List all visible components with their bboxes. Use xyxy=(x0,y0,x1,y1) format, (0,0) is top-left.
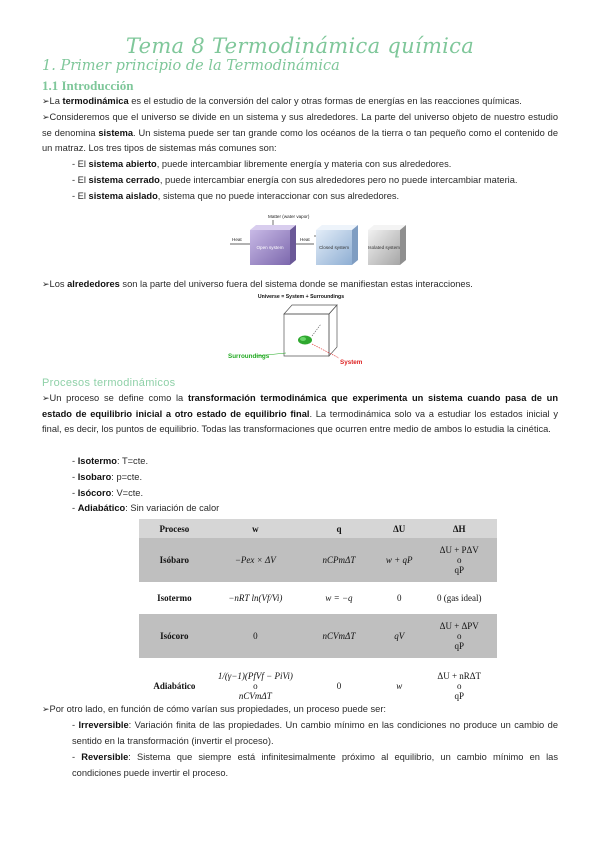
heat-label-mid: Heat xyxy=(300,237,310,242)
closed-box-top xyxy=(316,225,358,230)
table-row xyxy=(139,582,497,614)
universe-figure xyxy=(226,292,376,372)
isolated-system-label: Isolated system xyxy=(368,245,400,250)
processes-heading: Procesos termodinámicos xyxy=(42,377,176,389)
matter-label: Matter (water vapor) xyxy=(268,214,310,219)
heat-cell: 0 xyxy=(301,658,377,714)
process-table xyxy=(139,519,497,714)
cube-front xyxy=(284,314,329,356)
energy-cell: w + qP xyxy=(377,538,422,582)
intro-paragraph-2: ➢Consideremos que el universo se divide en un sistema y sus alrededores. La parte del universo objeto de nuestro estudio se denomina sistema. Un sistema puede ser tan grande como los océanos de la tierra o tan pequeño como el contenido de un matraz. Los tres tipos de sistemas más comunes son: xyxy=(42,112,558,154)
system-type-open: - El sistema abierto, puede intercambiar libremente energía y materia con sus alrededores. xyxy=(72,159,452,169)
system-type-isolated: - El sistema aislado, sistema que no puede interaccionar con sus alrededores. xyxy=(72,191,400,201)
arrow-bullet-icon: ➢ xyxy=(42,96,50,106)
open-system-label: Open system xyxy=(256,245,284,250)
work-cell: −Pex × ΔV xyxy=(210,538,301,582)
section-heading: 1. Primer principio de la Termodinámica xyxy=(42,58,340,74)
system-blob-highlight xyxy=(300,337,306,341)
table-header-cell: ΔU xyxy=(377,519,422,538)
heat-cell: w = −q xyxy=(301,582,377,614)
energy-cell: 0 xyxy=(377,582,422,614)
arrow-bullet-icon: ➢ xyxy=(42,704,50,714)
cube-top xyxy=(284,305,337,314)
enthalpy-cell: ΔU + nRΔT o qP xyxy=(421,658,497,714)
process-name-cell: Isotermo xyxy=(139,582,210,614)
work-cell: −nRT ln(Vf/Vi) xyxy=(210,582,301,614)
enthalpy-cell: 0 (gas ideal) xyxy=(421,582,497,614)
heat-label-in: Heat xyxy=(232,237,242,242)
table-header-cell: w xyxy=(210,519,301,538)
table-header-cell: ΔH xyxy=(421,519,497,538)
process-type-isotermo: - Isotermo: T=cte. xyxy=(72,456,149,466)
isolated-box-top xyxy=(368,225,406,230)
work-cell: 1/(γ−1)(PfVf − PiVi) o nCVmΔT xyxy=(210,658,301,714)
system-label: System xyxy=(340,359,363,366)
irreversible-item: - Irreversible: Variación finita de las propiedades. Un cambio mínimo en las condiciones no produce un cambio de sentido en la transformación (invertir el proceso). xyxy=(72,720,558,746)
closed-system-label: Closed system xyxy=(318,245,350,250)
table-header-cell: q xyxy=(301,519,377,538)
process-definition: ➢Un proceso se define como la transformación termodinámica que experimenta un sistema cuando pasa de un estado de equilibrio inicial a otro estado de equilibrio final. La termodinámica solo va a estudiar los estados inicial y final, es decir, los puntos de equilibrio. Todas las transformaciones que ocurren entre medio de ambos lo estudia la cinética. xyxy=(42,393,559,435)
energy-cell: qV xyxy=(377,614,422,658)
systems-figure xyxy=(228,212,408,276)
process-type-isobaro: - Isobaro: p=cte. xyxy=(72,472,143,482)
table-header-cell: Proceso xyxy=(139,519,210,538)
closed-box-side xyxy=(352,225,358,265)
process-name-cell: Isóbaro xyxy=(139,538,210,582)
universe-caption: Universe = System + Surroundings xyxy=(257,294,345,300)
heat-cell: nCPmΔT xyxy=(301,538,377,582)
system-dashed-line xyxy=(312,324,321,336)
process-name-cell: Adiabático xyxy=(139,658,210,714)
subsection-heading: 1.1 Introducción xyxy=(42,78,134,93)
process-type-isocoro: - Isócoro: V=cte. xyxy=(72,488,144,498)
process-type-adiabatico: - Adiabático: Sin variación de calor xyxy=(72,503,220,513)
arrow-bullet-icon: ➢ xyxy=(42,112,50,122)
surroundings-label: Surroundings xyxy=(228,353,270,360)
system-type-closed: - El sistema cerrado, puede intercambiar energía con sus alrededores pero no puede intercambiar materia. xyxy=(72,175,518,185)
page-title: Tema 8 Termodinámica química xyxy=(125,34,475,58)
process-name-cell: Isócoro xyxy=(139,614,210,658)
intro-paragraph-1: ➢La termodinámica es el estudio de la conversión del calor y otras formas de energías en las reacciones químicas. xyxy=(42,96,522,106)
table-row xyxy=(139,538,497,582)
table-row xyxy=(139,614,497,658)
work-cell: 0 xyxy=(210,614,301,658)
arrow-bullet-icon: ➢ xyxy=(42,279,50,289)
arrow-bullet-icon: ➢ xyxy=(42,393,50,403)
open-box-side xyxy=(290,225,296,265)
cube-side xyxy=(329,305,337,356)
isolated-box-side xyxy=(400,225,406,265)
reversible-item: - Reversible: Sistema que siempre está infinitesimalmente próximo al equilibrio, un cambio mínimo en las condiciones puede invertir el proceso. xyxy=(72,752,558,778)
enthalpy-cell: ΔU + ΔPV o qP xyxy=(421,614,497,658)
energy-cell: w xyxy=(377,658,422,714)
surroundings-paragraph: ➢Los alrededores son la parte del universo fuera del sistema donde se manifiestan estas interacciones. xyxy=(42,279,473,289)
table-header-row xyxy=(139,519,497,538)
heat-cell: nCVmΔT xyxy=(301,614,377,658)
reversibility-intro: ➢Por otro lado, en función de cómo varían sus propiedades, un proceso puede ser: xyxy=(42,704,386,714)
enthalpy-cell: ΔU + PΔV o qP xyxy=(421,538,497,582)
open-box-top xyxy=(250,225,296,230)
